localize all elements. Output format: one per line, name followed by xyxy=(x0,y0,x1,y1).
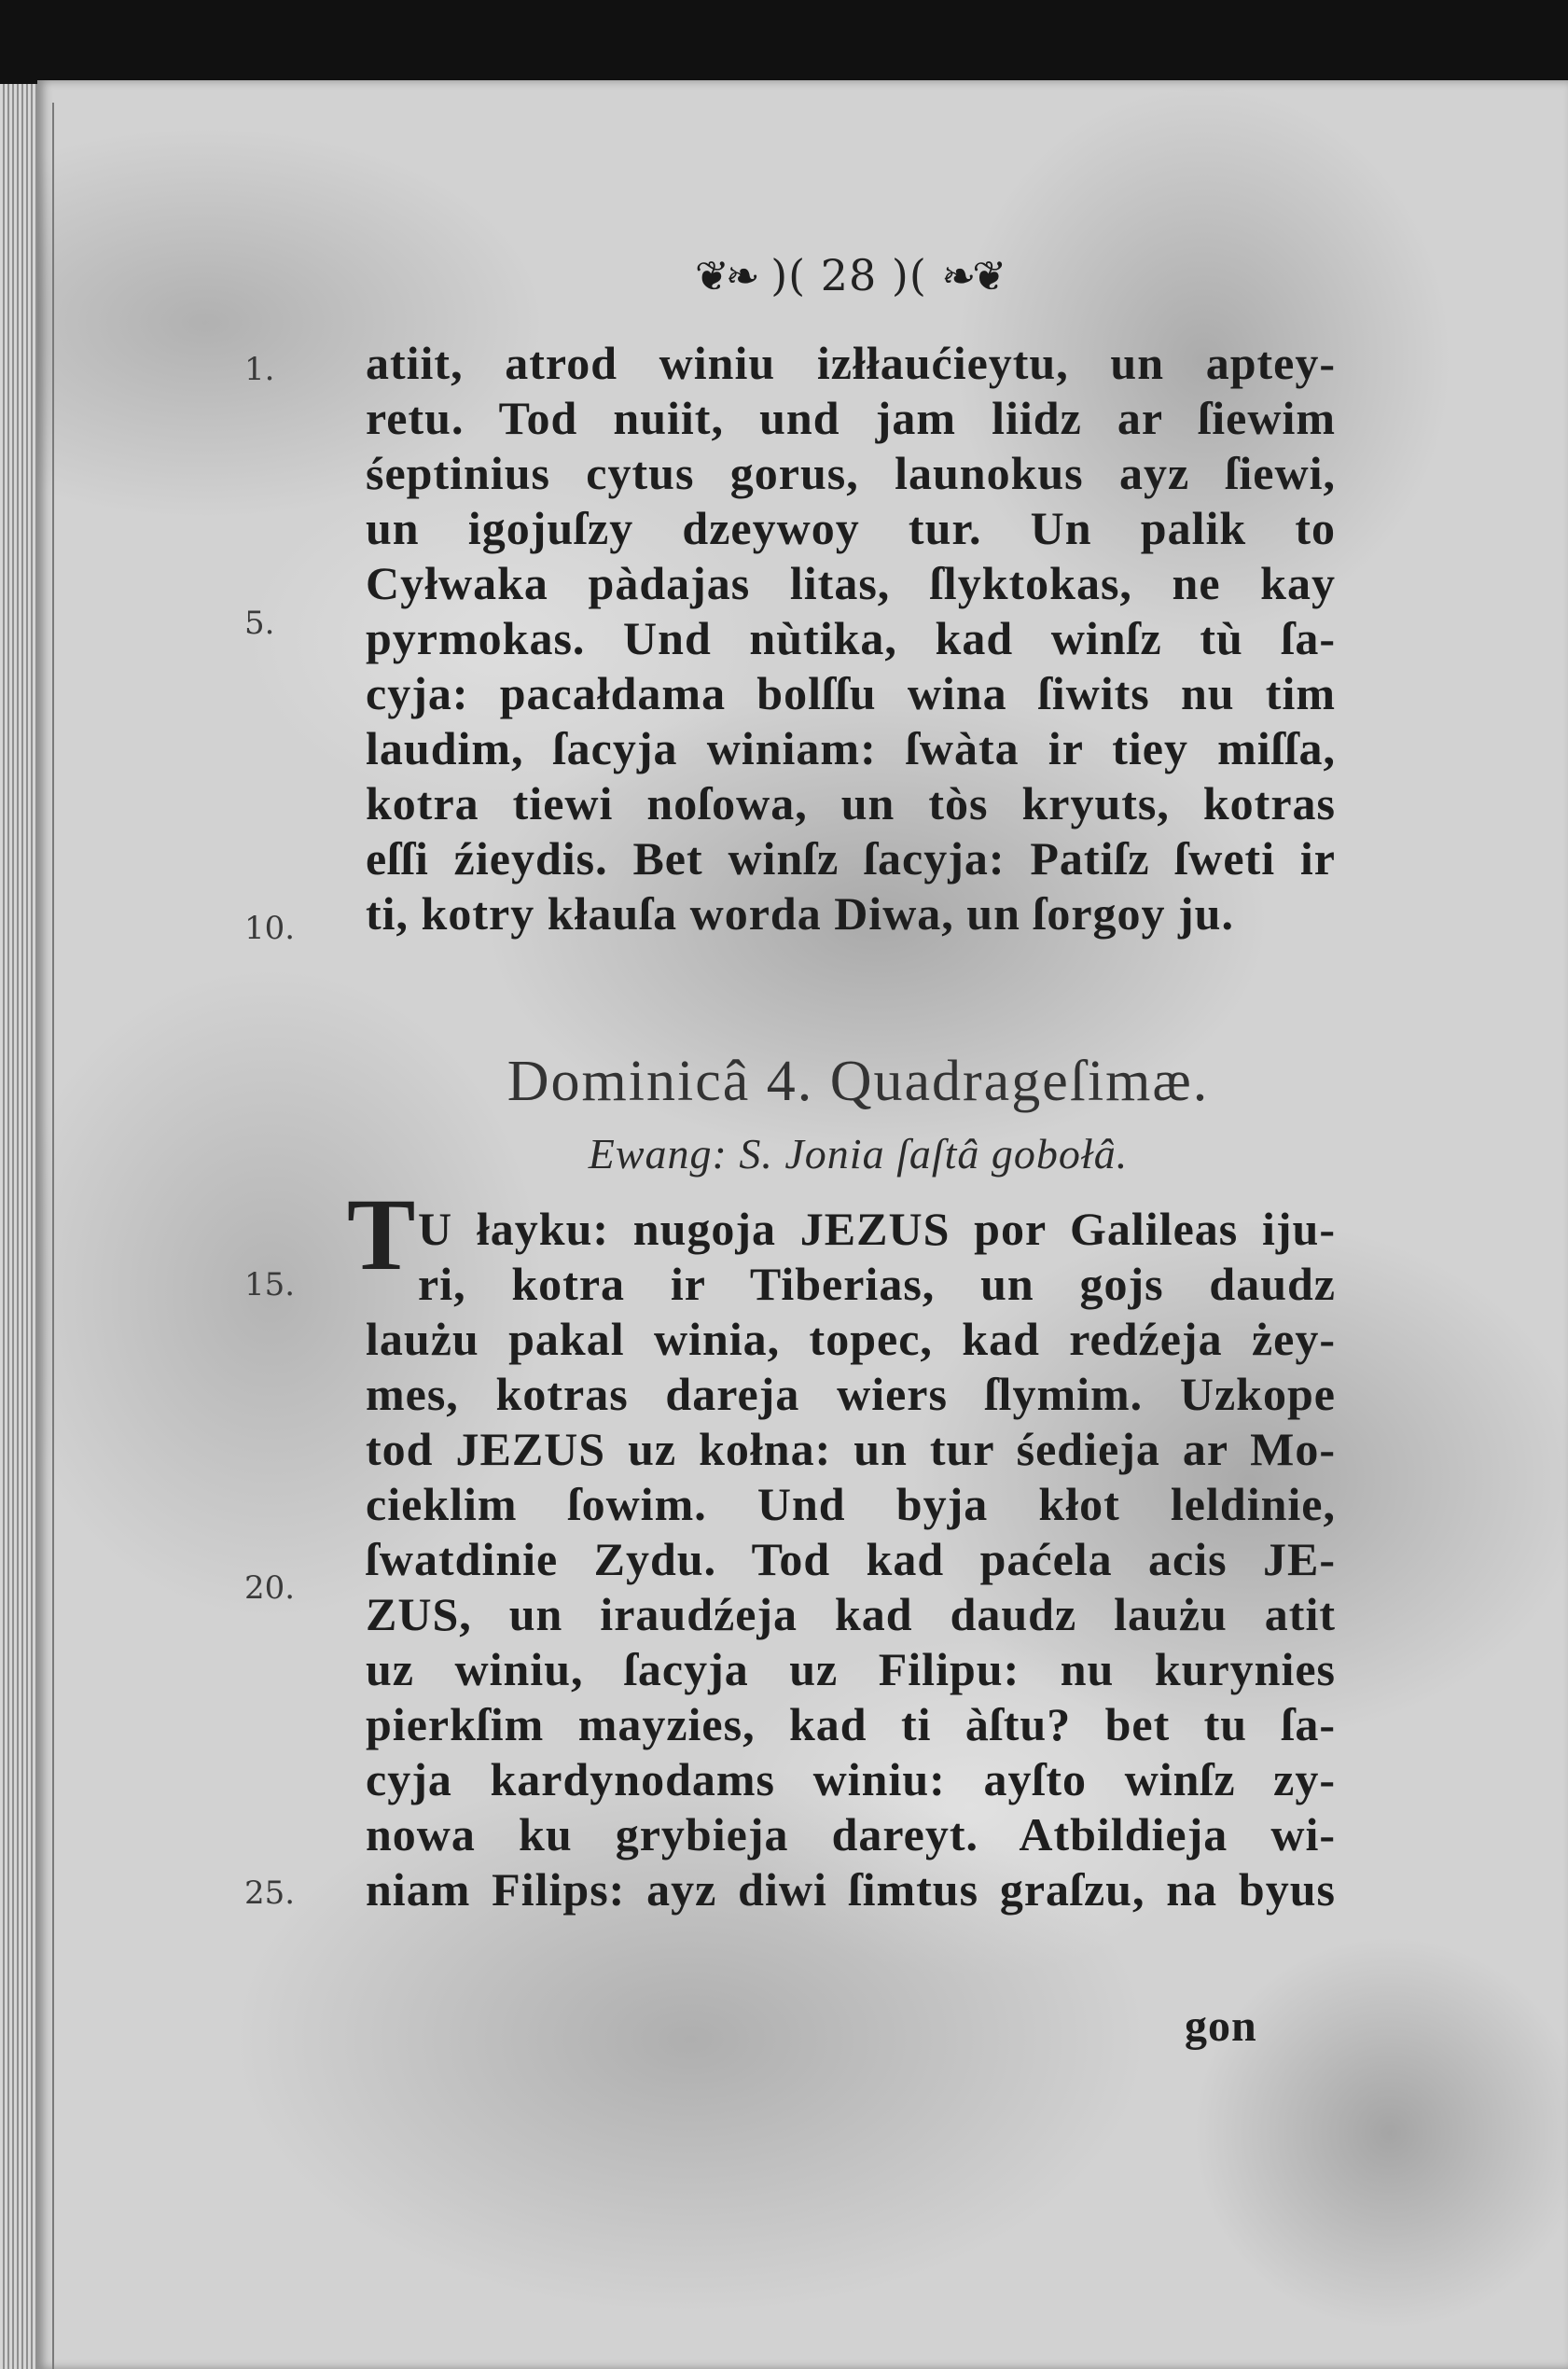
text-line: mes, kotras dareja wiers ſlymim. Uzkope xyxy=(366,1368,1336,1420)
section-heading: Dominicâ 4. Quadrageſimæ. xyxy=(506,1050,1210,1113)
text-line: eſſi źieydis. Bet winſz ſacyja: Patiſz ſweti ir xyxy=(366,832,1336,885)
line-number: 15. xyxy=(244,1266,296,1303)
text-line: pyrmokas. Und nùtika, kad winſz tù ſa- xyxy=(366,612,1336,664)
text-line: atiit, atrod winiu izłłaućieytu, un aptey- xyxy=(366,337,1336,389)
text-line: cieklim ſowim. Und byja kłot leldinie, xyxy=(366,1478,1336,1530)
text-line: laużu pakal winia, topec, kad redźeja żey- xyxy=(366,1313,1336,1365)
line-number: 1. xyxy=(244,351,275,388)
ornament-left: ❦❧ xyxy=(694,253,756,300)
text-line: U łayku: nugoja JEZUS por Galileas iju- xyxy=(418,1203,1336,1255)
text-line: tod JEZUS uz kołna: un tur śedieja ar Mo- xyxy=(366,1423,1336,1475)
text-line: Cyłwaka pàdajas litas, ſlyktokas, ne kay xyxy=(366,557,1336,609)
text-line: ſwatdinie Zydu. Tod kad paćela acis JE- xyxy=(366,1533,1336,1585)
paragraph-1 xyxy=(366,336,1336,941)
text-line: un igojuſzy dzeywoy tur. Un palik to xyxy=(366,502,1336,554)
text-line: śeptinius cytus gorus, launokus ayz ſiewi, xyxy=(366,447,1336,499)
text-line: cyja kardynodams winiu: ayſto winſz zy- xyxy=(366,1753,1336,1805)
ornament-right: ❧❦ xyxy=(941,253,1004,300)
text-line: nowa ku grybieja dareyt. Atbildieja wi- xyxy=(366,1808,1336,1860)
section-subheading: Ewang: S. Jonia ſaſtâ gobołâ. xyxy=(588,1130,1129,1178)
gutter-line xyxy=(52,103,54,2369)
catchword: gon xyxy=(1185,2001,1257,2051)
drop-cap: T xyxy=(347,1178,416,1291)
text-line: ri, kotra ir Tiberias, un gojs daudz xyxy=(418,1258,1336,1310)
text-line: retu. Tod nuiit, und jam liidz ar ſiewim xyxy=(366,392,1336,444)
text-line: niam Filips: ayz diwi ſimtus graſzu, na byus xyxy=(366,1863,1336,1916)
line-number-column xyxy=(244,0,319,2369)
text-line: cyja: pacałdama bolſſu wina ſiwits nu tim xyxy=(366,667,1336,719)
paragraph-2 xyxy=(366,1202,1336,1917)
line-number: 10. xyxy=(244,910,296,947)
text-line: kotra tiewi noſowa, un tòs kryuts, kotras xyxy=(366,777,1336,829)
line-number: 25. xyxy=(244,1874,296,1912)
line-number: 5. xyxy=(244,605,275,642)
text-line: pierkſim mayzies, kad ti àſtu? bet tu ſa- xyxy=(366,1698,1336,1750)
text-line: laudim, ſacyja winiam: ſwàta ir tiey miſſa, xyxy=(366,722,1336,774)
text-line: ZUS, un iraudźeja kad daudz laużu atit xyxy=(366,1588,1336,1640)
page-header xyxy=(681,250,1017,300)
text-line: ti, kotry kłauſa worda Diwa, un ſorgoy ju. xyxy=(366,887,1234,940)
page-number: )( 28 )( xyxy=(770,250,927,300)
text-line: uz winiu, ſacyja uz Filipu: nu kurynies xyxy=(366,1643,1336,1695)
line-number: 20. xyxy=(244,1569,296,1607)
